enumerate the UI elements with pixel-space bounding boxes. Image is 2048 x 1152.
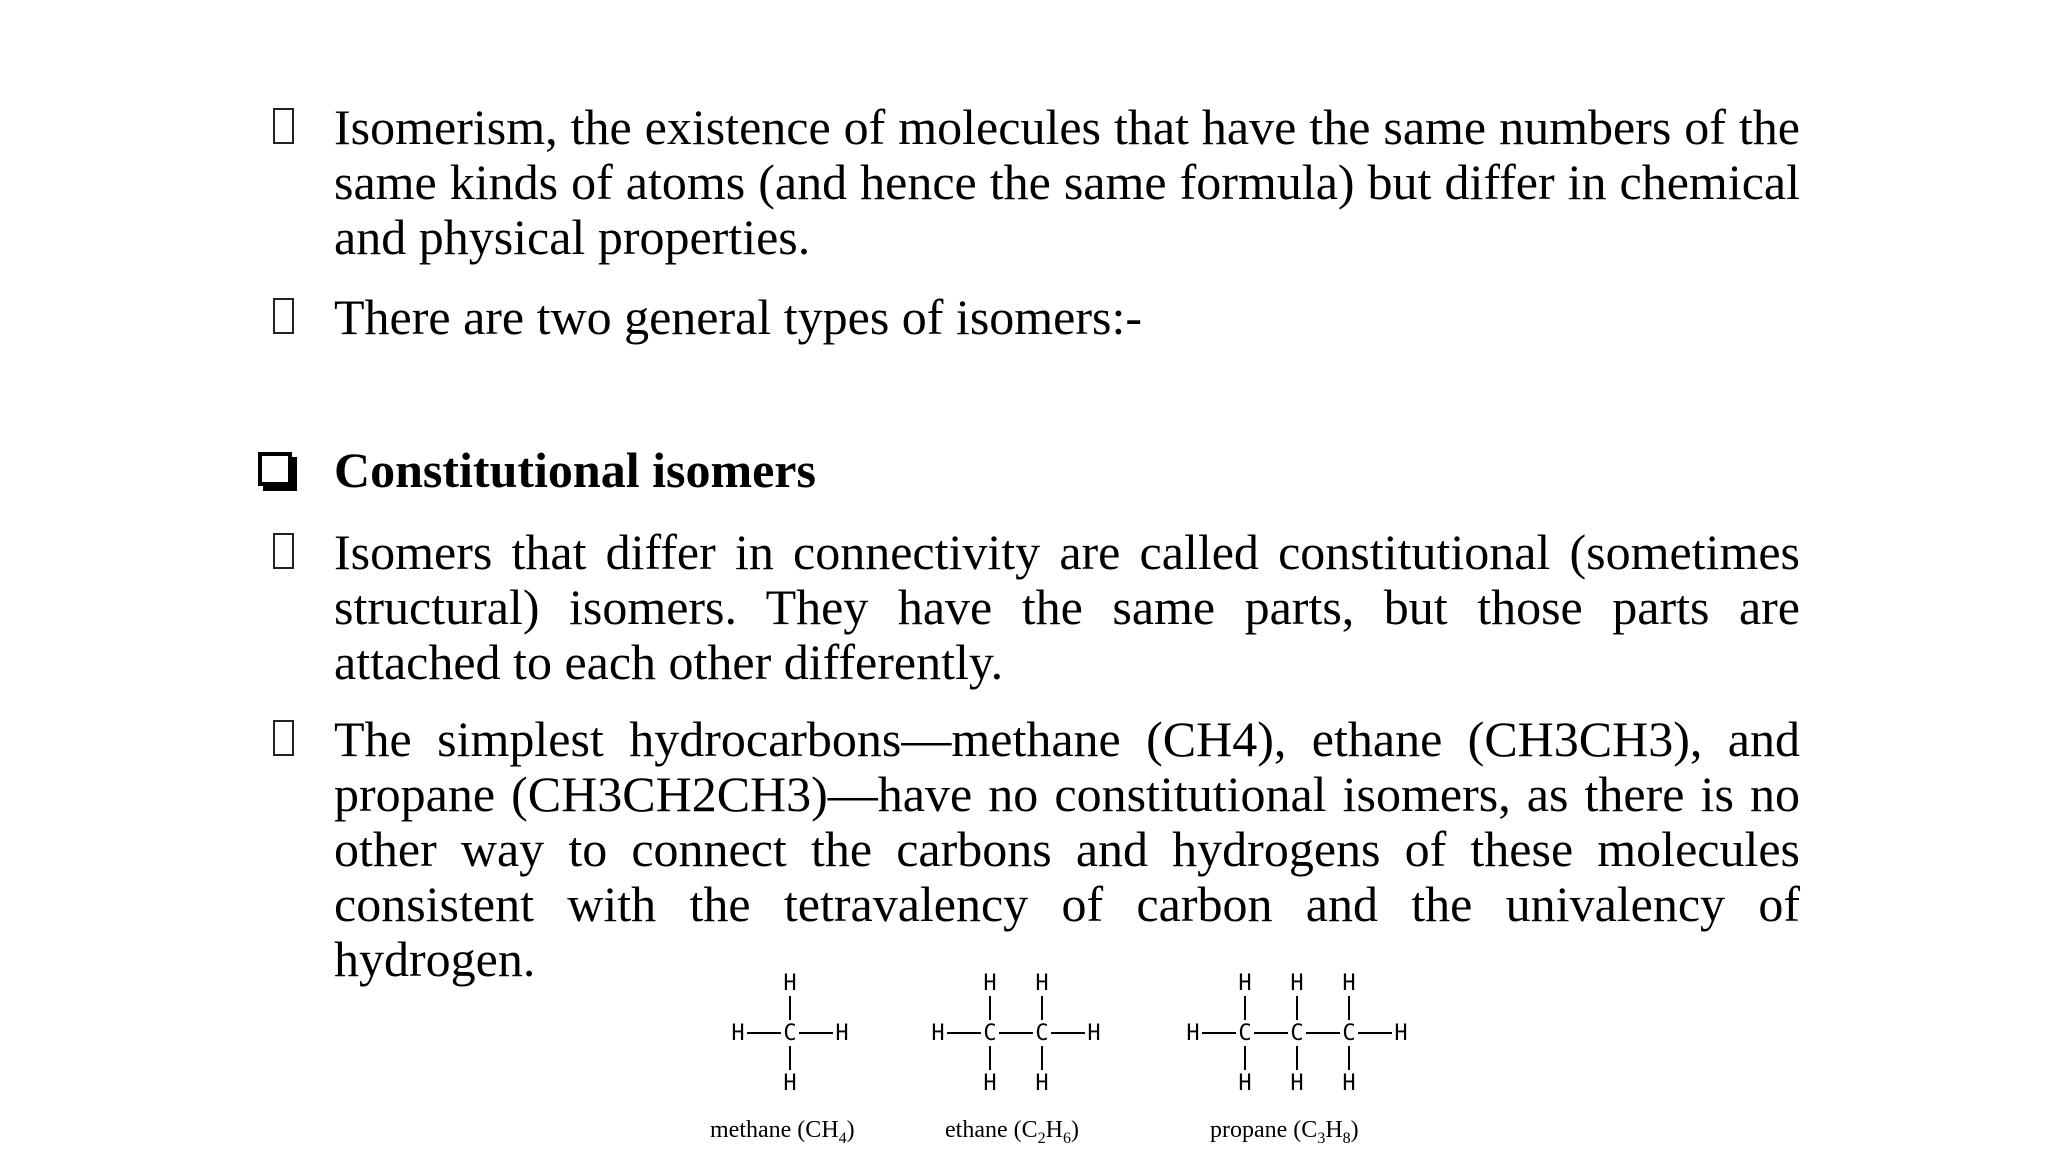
propane-caption: propane $(C_3H_8)$: [1210, 1117, 1359, 1147]
propane-structure: [1186, 971, 1407, 1096]
hydrogen-atom: H: [931, 1021, 945, 1046]
hydrogen-atom: H: [835, 1021, 849, 1046]
hydrogen-atom: H: [783, 1071, 797, 1096]
carbon-atom: C: [983, 1021, 997, 1046]
methane-caption: methane $(CH_4)$: [710, 1117, 855, 1147]
paragraph-constitutional-definition: Isomers that differ in connectivity are called constitutional (sometimes structural) isomers. They have the same parts, but those parts are attached to each other differently.: [334, 524, 1800, 690]
paragraph-isomerism-definition: Isomerism, the existence of molecules that have the same numbers of the same kinds of atoms (and hence the same formula) but differ in chemical and physical properties.: [334, 99, 1800, 265]
carbon-atom: C: [783, 1021, 797, 1046]
hydrogen-atom: H: [1087, 1021, 1101, 1046]
hydrogen-atom: H: [783, 971, 797, 996]
hydrogen-atom: H: [1186, 1021, 1200, 1046]
paragraph-isomer-types: There are two general types of isomers:-: [334, 289, 1143, 345]
hydrogen-atom: H: [983, 971, 997, 996]
hydrogen-atom: H: [1238, 971, 1252, 996]
bullet-icon: [273, 720, 294, 756]
hydrogen-atom: H: [1290, 971, 1304, 996]
hydrogen-atom: H: [1238, 1071, 1252, 1096]
bullet-icon: [273, 298, 294, 334]
hydrogen-atom: H: [1290, 1071, 1304, 1096]
hydrocarbon-structures-figure: [690, 960, 1450, 1152]
hydrogen-atom: H: [1035, 971, 1049, 996]
hydrogen-atom: H: [1035, 1071, 1049, 1096]
carbon-atom: C: [1290, 1021, 1304, 1046]
bullet-icon: [273, 108, 294, 144]
paragraph-simplest-hydrocarbons: The simplest hydrocarbons—methane (CH4), ethane (CH3CH3), and propane (CH3CH2CH3)—have no constitutional isomers, as there is no other way to connect the carbons and hydrogens of these molecules consistent with the tetravalency of carbon and the univalency of hydrogen.: [334, 711, 1800, 987]
hydrogen-atom: H: [731, 1021, 745, 1046]
bullet-icon: [273, 533, 294, 569]
ethane-structure: [931, 971, 1100, 1096]
hydrogen-atom: H: [1342, 1071, 1356, 1096]
ethane-caption: ethane $(C_2H_6)$: [945, 1117, 1079, 1147]
carbon-atom: C: [1342, 1021, 1356, 1046]
section-heading: Constitutional isomers: [334, 442, 816, 498]
methane-structure: [731, 971, 848, 1096]
checkbox-bullet-icon: [258, 452, 292, 486]
hydrogen-atom: H: [983, 1071, 997, 1096]
hydrogen-atom: H: [1342, 971, 1356, 996]
carbon-atom: C: [1035, 1021, 1049, 1046]
carbon-atom: C: [1238, 1021, 1252, 1046]
hydrogen-atom: H: [1394, 1021, 1408, 1046]
